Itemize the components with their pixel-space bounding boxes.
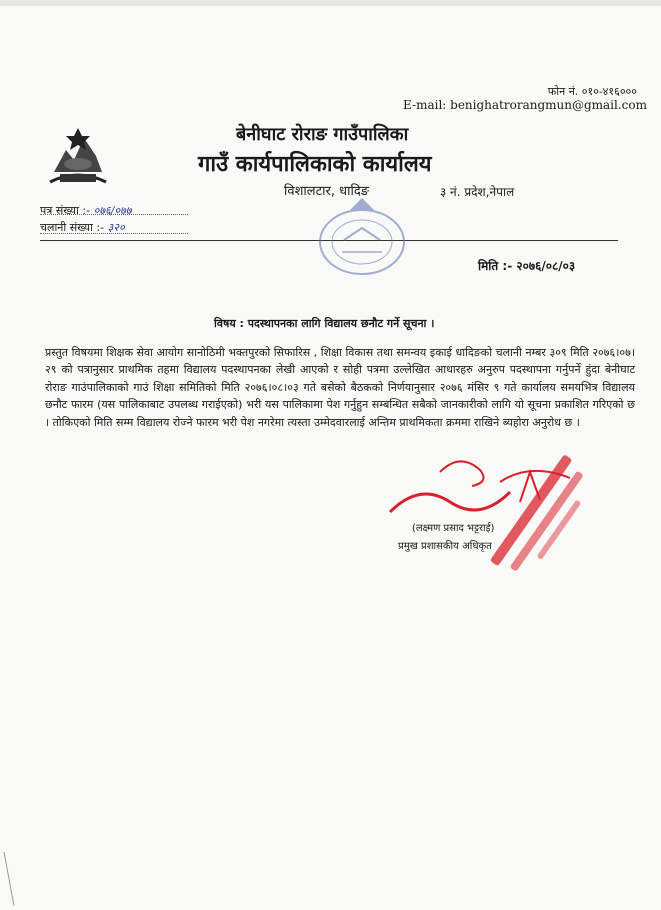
email-address: E-mail: benighatrorangmun@gmail.com: [403, 98, 647, 112]
signatory-title: प्रमुख प्रशासकीय अधिकृत: [398, 541, 492, 552]
letter-number-value: ०७६/०७७: [93, 204, 132, 217]
divider: [40, 214, 188, 215]
officer-stamp-icon: [470, 440, 620, 600]
letter-date: मिति :- २०७६/०८/०३: [478, 259, 576, 273]
province: ३ नं. प्रदेश,नेपाल: [440, 185, 515, 199]
dispatch-number-label: चलानी संख्या :-: [40, 221, 105, 234]
letter-number-label: पत्र संख्या :-: [40, 204, 91, 217]
dispatch-number-value: ३२०: [107, 221, 125, 234]
nepal-emblem-icon: [40, 120, 116, 192]
municipality-name: बेनीघाट रोराङ गाउँपालिका: [236, 124, 409, 145]
signatory-name: (लक्ष्मण प्रसाद भट्टराई): [412, 523, 495, 534]
scan-edge: [0, 0, 661, 6]
office-address: विशालटार, धादिङ: [284, 184, 370, 199]
office-seal-icon: [312, 196, 412, 278]
scan-mark: [0, 850, 20, 910]
letter-body: प्रस्तुत विषयमा शिक्षक सेवा आयोग सानोठिमी भक्तपुरको सिफारिस , शिक्षा विकास तथा समन्वय इकाई धादिङको चलानी नम्बर ३०९ मिति २०७६।०७।२९ को पत्रानुसार प्राथमिक तहमा विद्यालय पदस्थापनका लेखी आएको र सोही पत्रमा उल्लेखित आधारहरु अनुरुप पदस्थापना गर्नुपर्ने हुंदा बेनीघाट रोराङ गाउंपालिकाको गाउं शिक्षा समितिको मिति २०७६।०८।०३ गते बसेको बैठकको निर्णयानुसार २०७६ मंसिर ९ गते कार्यालय समयभित्र विद्यालय छनौट फारम (यस पालिकाबाट उपलब्ध गराईएको) भरी यस पालिकामा पेश गर्नुहुन सम्बन्धित सबैको जानकारीको लागि यो सूचना प्रकाशित गरिएको छ । तोकिएको मिति सम्म विद्यालय रोज्ने फारम भरी पेश नगरेमा त्यस्ता उम्मेदवारलाई अन्तिम प्राथमिकता क्रममा राखिने ब्यहोरा अनुरोध छ ।: [45, 346, 635, 429]
divider: [40, 233, 188, 234]
office-name: गाउँ कार्यपालिकाको कार्यालय: [198, 152, 432, 177]
letter-number: [40, 203, 132, 218]
letter-subject: विषय : पदस्थापनका लागि विद्यालय छनौट गर्ने सूचना ।: [214, 317, 435, 330]
phone-number: फोन नं. ०१०-४१६०००: [547, 85, 637, 98]
